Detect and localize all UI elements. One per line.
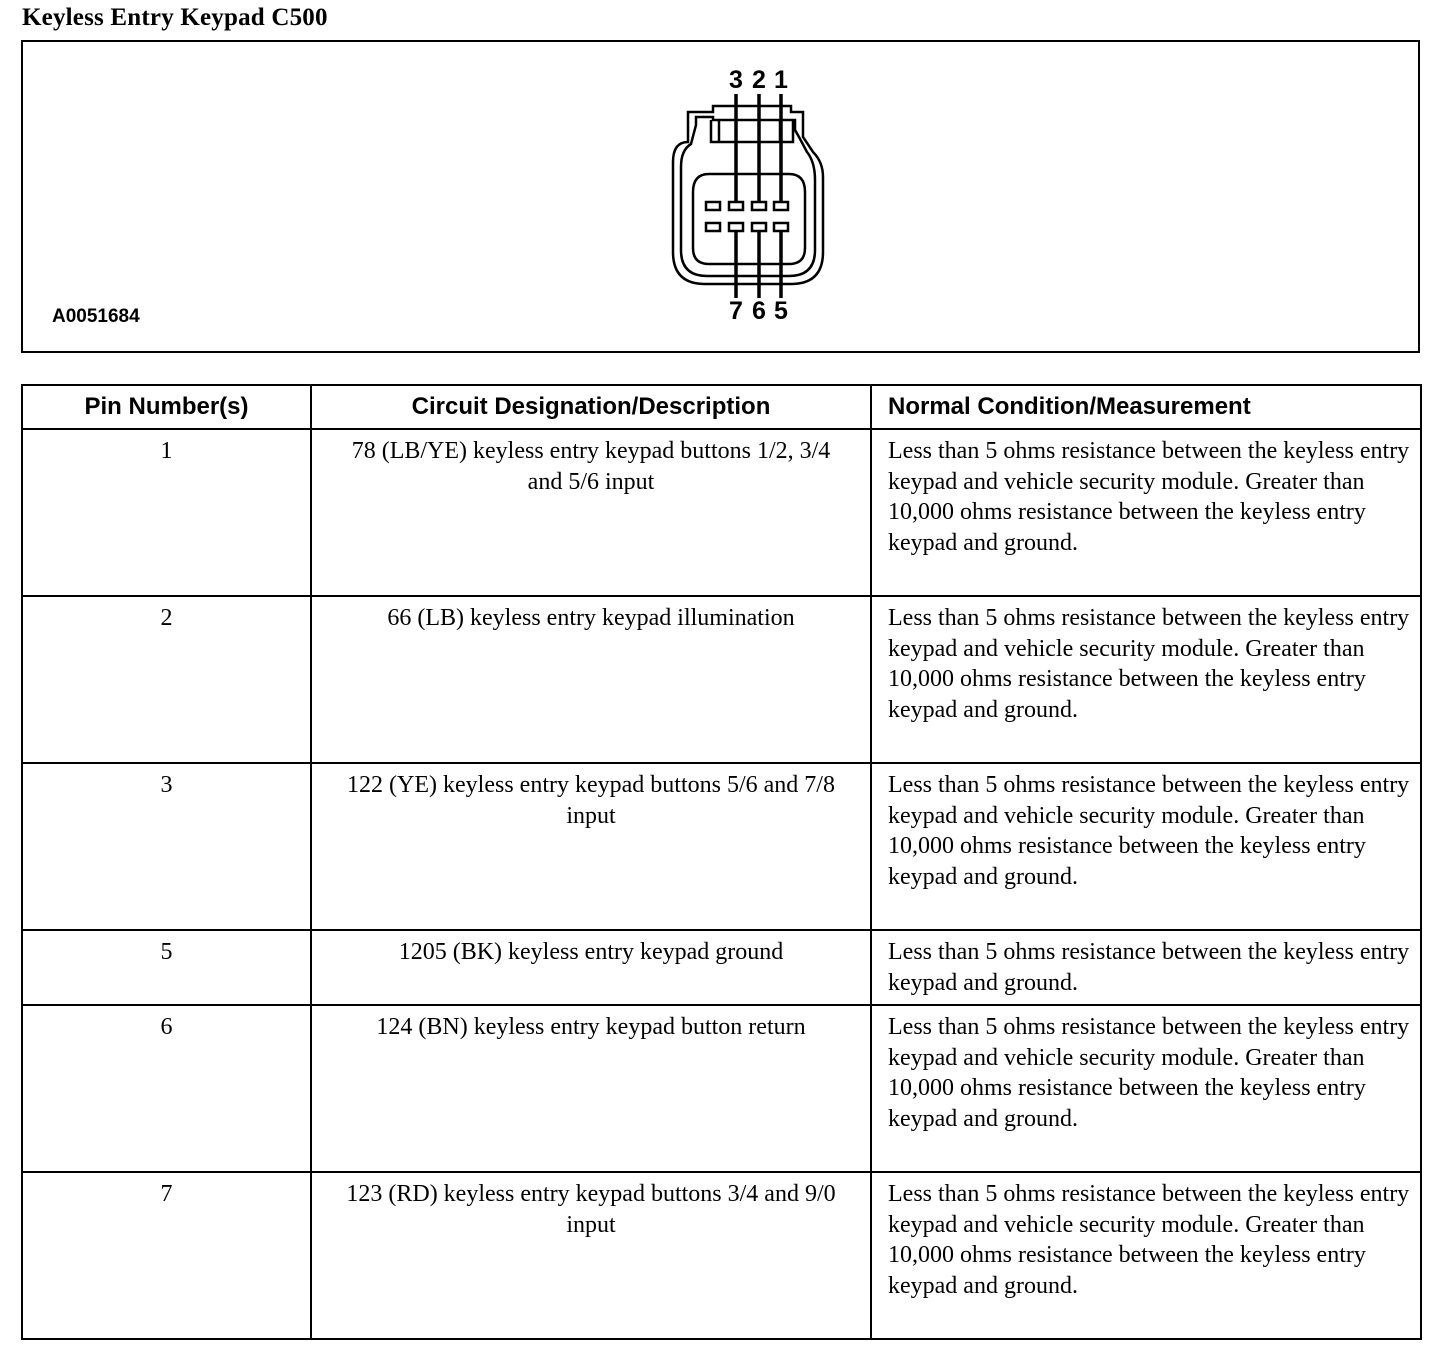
pin-number-cell: 6 [22,1005,311,1172]
pin-label-7: 7 [729,297,743,325]
pin-label-3: 3 [729,66,743,94]
pin-label-6: 6 [752,297,766,325]
pin-number-cell: 7 [22,1172,311,1339]
measurement-cell: Less than 5 ohms resistance between the keyless entry keypad and vehicle security module. Greater than 10,000 ohms resistance between the keyless entry keypad and ground. [871,1005,1421,1172]
pin-number-cell: 2 [22,596,311,763]
measurement-cell: Less than 5 ohms resistance between the keyless entry keypad and vehicle security module. Greater than 10,000 ohms resistance between the keyless entry keypad and ground. [871,763,1421,930]
measurement-cell: Less than 5 ohms resistance between the keyless entry keypad and vehicle security module. Greater than 10,000 ohms resistance between the keyless entry keypad and ground. [871,596,1421,763]
pin-label-5: 5 [774,297,788,325]
figure-id: A0051684 [52,306,140,327]
pin-number-cell: 1 [22,429,311,596]
header-normal-condition: Normal Condition/Measurement [871,385,1421,429]
table-row [22,596,1421,763]
circuit-description-cell: 124 (BN) keyless entry keypad button return [311,1005,871,1172]
circuit-description-cell: 1205 (BK) keyless entry keypad ground [311,930,871,1005]
header-pin-number: Pin Number(s) [22,385,311,429]
connector-c500-icon [623,60,863,330]
measurement-cell: Less than 5 ohms resistance between the keyless entry keypad and vehicle security module. Greater than 10,000 ohms resistance between the keyless entry keypad and ground. [871,1172,1421,1339]
pinout-table [21,384,1422,1340]
pin-number-cell: 3 [22,763,311,930]
pin-label-2: 2 [752,66,766,94]
header-circuit-description: Circuit Designation/Description [311,385,871,429]
circuit-description-cell: 66 (LB) keyless entry keypad illumination [311,596,871,763]
page-title: Keyless Entry Keypad C500 [22,4,328,31]
table-row [22,429,1421,596]
table-row [22,1005,1421,1172]
table-row [22,763,1421,930]
pin-label-1: 1 [774,66,788,94]
table-header-row [22,385,1421,429]
connector-figure [21,40,1420,353]
circuit-description-cell: 123 (RD) keyless entry keypad buttons 3/4 and 9/0 input [311,1172,871,1339]
table-row [22,1172,1421,1339]
pin-number-cell: 5 [22,930,311,1005]
measurement-cell: Less than 5 ohms resistance between the keyless entry keypad and ground. [871,930,1421,1005]
circuit-description-cell: 78 (LB/YE) keyless entry keypad buttons 1/2, 3/4 and 5/6 input [311,429,871,596]
circuit-description-cell: 122 (YE) keyless entry keypad buttons 5/6 and 7/8 input [311,763,871,930]
table-row [22,930,1421,1005]
measurement-cell: Less than 5 ohms resistance between the keyless entry keypad and vehicle security module. Greater than 10,000 ohms resistance between the keyless entry keypad and ground. [871,429,1421,596]
